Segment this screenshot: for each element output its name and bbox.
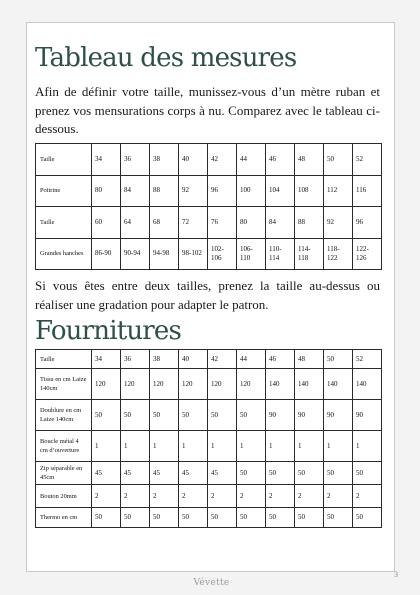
heading-fournitures: Fournitures bbox=[35, 316, 182, 346]
table-cell: 50 bbox=[179, 400, 208, 431]
row-label-cell: Taille bbox=[36, 350, 92, 369]
table-cell: 52 bbox=[353, 144, 382, 176]
table-cell: 90 bbox=[324, 400, 353, 431]
table-cell: 38 bbox=[150, 144, 179, 176]
table-cell: 72 bbox=[179, 207, 208, 239]
table-row bbox=[36, 485, 382, 508]
table-cell: 40 bbox=[179, 350, 208, 369]
table-cell: 80 bbox=[92, 175, 121, 207]
table-cell: 50 bbox=[237, 400, 266, 431]
table-cell: 120 bbox=[150, 369, 179, 400]
table-cell: 1 bbox=[150, 431, 179, 462]
table-row bbox=[36, 400, 382, 431]
table-cell: 2 bbox=[179, 485, 208, 508]
table-cell: 120 bbox=[208, 369, 237, 400]
table-cell: 88 bbox=[150, 175, 179, 207]
table-cell: 94-98 bbox=[150, 238, 179, 270]
table-cell: 48 bbox=[295, 350, 324, 369]
table-cell: 120 bbox=[237, 369, 266, 400]
table-cell: 120 bbox=[121, 369, 150, 400]
table-cell: 1 bbox=[121, 431, 150, 462]
table-cell: 50 bbox=[353, 508, 382, 528]
table-cell: 1 bbox=[179, 431, 208, 462]
table-cell: 45 bbox=[150, 462, 179, 485]
table-cell: 52 bbox=[353, 350, 382, 369]
table-cell: 90-94 bbox=[121, 238, 150, 270]
table-cell: 50 bbox=[92, 508, 121, 528]
table-row bbox=[36, 175, 382, 207]
intro-paragraph: Afin de définir votre taille, munissez-vous d’un mètre ruban et prenez vos mensurations corps à nu. Comparez avec le tableau ci-dessous. bbox=[35, 84, 380, 136]
table-cell: 84 bbox=[121, 175, 150, 207]
table-cell: 50 bbox=[150, 508, 179, 528]
table-cell: 44 bbox=[237, 144, 266, 176]
table-cell: 60 bbox=[92, 207, 121, 239]
table-cell: 34 bbox=[92, 350, 121, 369]
table-cell: 96 bbox=[353, 207, 382, 239]
table-cell: 1 bbox=[324, 431, 353, 462]
table-cell: 46 bbox=[266, 144, 295, 176]
measurements-table bbox=[35, 143, 382, 270]
size-advice-paragraph: Si vous êtes entre deux tailles, prenez la taille au-dessus ou réaliser une gradation pour adapter le patron. bbox=[35, 278, 380, 312]
table-row bbox=[36, 350, 382, 369]
table-cell: 80 bbox=[237, 207, 266, 239]
table-cell: 44 bbox=[237, 350, 266, 369]
table-cell: 48 bbox=[295, 144, 324, 176]
row-label-cell: Grandes hanches bbox=[36, 238, 92, 270]
table-cell: 50 bbox=[121, 508, 150, 528]
table-cell: 140 bbox=[324, 369, 353, 400]
row-label-cell: Thermo en cm bbox=[36, 508, 92, 528]
table-cell: 118-122 bbox=[324, 238, 353, 270]
table-cell: 92 bbox=[179, 175, 208, 207]
table-cell: 40 bbox=[179, 144, 208, 176]
table-row bbox=[36, 238, 382, 270]
table-cell: 1 bbox=[266, 431, 295, 462]
page-number: 3 bbox=[394, 570, 398, 579]
table-cell: 100 bbox=[237, 175, 266, 207]
table-cell: 2 bbox=[237, 485, 266, 508]
table-cell: 50 bbox=[353, 462, 382, 485]
table-cell: 50 bbox=[208, 400, 237, 431]
table-cell: 50 bbox=[92, 400, 121, 431]
table-cell: 2 bbox=[208, 485, 237, 508]
table-cell: 36 bbox=[121, 144, 150, 176]
table-cell: 50 bbox=[295, 508, 324, 528]
table-row bbox=[36, 462, 382, 485]
row-label-cell: Taille bbox=[36, 207, 92, 239]
table-cell: 114-118 bbox=[295, 238, 324, 270]
table-cell: 50 bbox=[295, 462, 324, 485]
table-cell: 140 bbox=[266, 369, 295, 400]
table-row bbox=[36, 508, 382, 528]
table-cell: 1 bbox=[237, 431, 266, 462]
table-cell: 50 bbox=[324, 350, 353, 369]
table-cell: 116 bbox=[353, 175, 382, 207]
brand-logo: Vévette bbox=[193, 578, 230, 588]
table-cell: 98-102 bbox=[179, 238, 208, 270]
table-row bbox=[36, 369, 382, 400]
row-label-cell: Doublure en cm Laize 140cm bbox=[36, 400, 92, 431]
table-cell: 1 bbox=[208, 431, 237, 462]
table-cell: 88 bbox=[295, 207, 324, 239]
document-page bbox=[26, 22, 395, 588]
table-cell: 2 bbox=[324, 485, 353, 508]
table-cell: 1 bbox=[353, 431, 382, 462]
table-cell: 122-126 bbox=[353, 238, 382, 270]
table-cell: 50 bbox=[237, 508, 266, 528]
table-cell: 106-110 bbox=[237, 238, 266, 270]
supplies-table bbox=[35, 349, 382, 528]
table-cell: 1 bbox=[92, 431, 121, 462]
table-cell: 45 bbox=[121, 462, 150, 485]
table-cell: 50 bbox=[208, 508, 237, 528]
table-cell: 92 bbox=[324, 207, 353, 239]
row-label-cell: Zip séparable en 45cm bbox=[36, 462, 92, 485]
table-cell: 90 bbox=[353, 400, 382, 431]
row-label-cell: Taille bbox=[36, 144, 92, 176]
table-cell: 38 bbox=[150, 350, 179, 369]
table-cell: 2 bbox=[266, 485, 295, 508]
table-cell: 90 bbox=[266, 400, 295, 431]
table-cell: 96 bbox=[208, 175, 237, 207]
table-cell: 104 bbox=[266, 175, 295, 207]
table-cell: 1 bbox=[295, 431, 324, 462]
table-cell: 50 bbox=[121, 400, 150, 431]
table-cell: 108 bbox=[295, 175, 324, 207]
table-cell: 2 bbox=[353, 485, 382, 508]
table-cell: 2 bbox=[150, 485, 179, 508]
table-cell: 84 bbox=[266, 207, 295, 239]
table-cell: 2 bbox=[295, 485, 324, 508]
table-cell: 50 bbox=[266, 508, 295, 528]
table-cell: 34 bbox=[92, 144, 121, 176]
table-cell: 50 bbox=[266, 462, 295, 485]
table-cell: 50 bbox=[324, 508, 353, 528]
table-cell: 140 bbox=[353, 369, 382, 400]
row-label-cell: Poitrine bbox=[36, 175, 92, 207]
table-cell: 120 bbox=[92, 369, 121, 400]
table-cell: 36 bbox=[121, 350, 150, 369]
heading-tableau-des-mesures: Tableau des mesures bbox=[35, 43, 297, 73]
row-label-cell: Boucle métal 4 cm d’ouverture bbox=[36, 431, 92, 462]
table-cell: 50 bbox=[324, 144, 353, 176]
table-cell: 120 bbox=[179, 369, 208, 400]
table-cell: 76 bbox=[208, 207, 237, 239]
table-cell: 64 bbox=[121, 207, 150, 239]
table-cell: 2 bbox=[121, 485, 150, 508]
table-cell: 2 bbox=[92, 485, 121, 508]
row-label-cell: Bouton 20mm bbox=[36, 485, 92, 508]
table-row bbox=[36, 207, 382, 239]
table-cell: 45 bbox=[208, 462, 237, 485]
table-cell: 42 bbox=[208, 350, 237, 369]
table-cell: 42 bbox=[208, 144, 237, 176]
table-cell: 45 bbox=[179, 462, 208, 485]
table-cell: 50 bbox=[324, 462, 353, 485]
table-cell: 140 bbox=[295, 369, 324, 400]
table-cell: 50 bbox=[237, 462, 266, 485]
table-cell: 50 bbox=[179, 508, 208, 528]
table-cell: 102-106 bbox=[208, 238, 237, 270]
table-row bbox=[36, 431, 382, 462]
table-cell: 112 bbox=[324, 175, 353, 207]
table-cell: 45 bbox=[92, 462, 121, 485]
table-cell: 50 bbox=[150, 400, 179, 431]
table-row bbox=[36, 144, 382, 176]
table-cell: 86-90 bbox=[92, 238, 121, 270]
table-cell: 90 bbox=[295, 400, 324, 431]
table-cell: 68 bbox=[150, 207, 179, 239]
table-cell: 110-114 bbox=[266, 238, 295, 270]
table-cell: 46 bbox=[266, 350, 295, 369]
row-label-cell: Tissu en cm Laize 140cm bbox=[36, 369, 92, 400]
